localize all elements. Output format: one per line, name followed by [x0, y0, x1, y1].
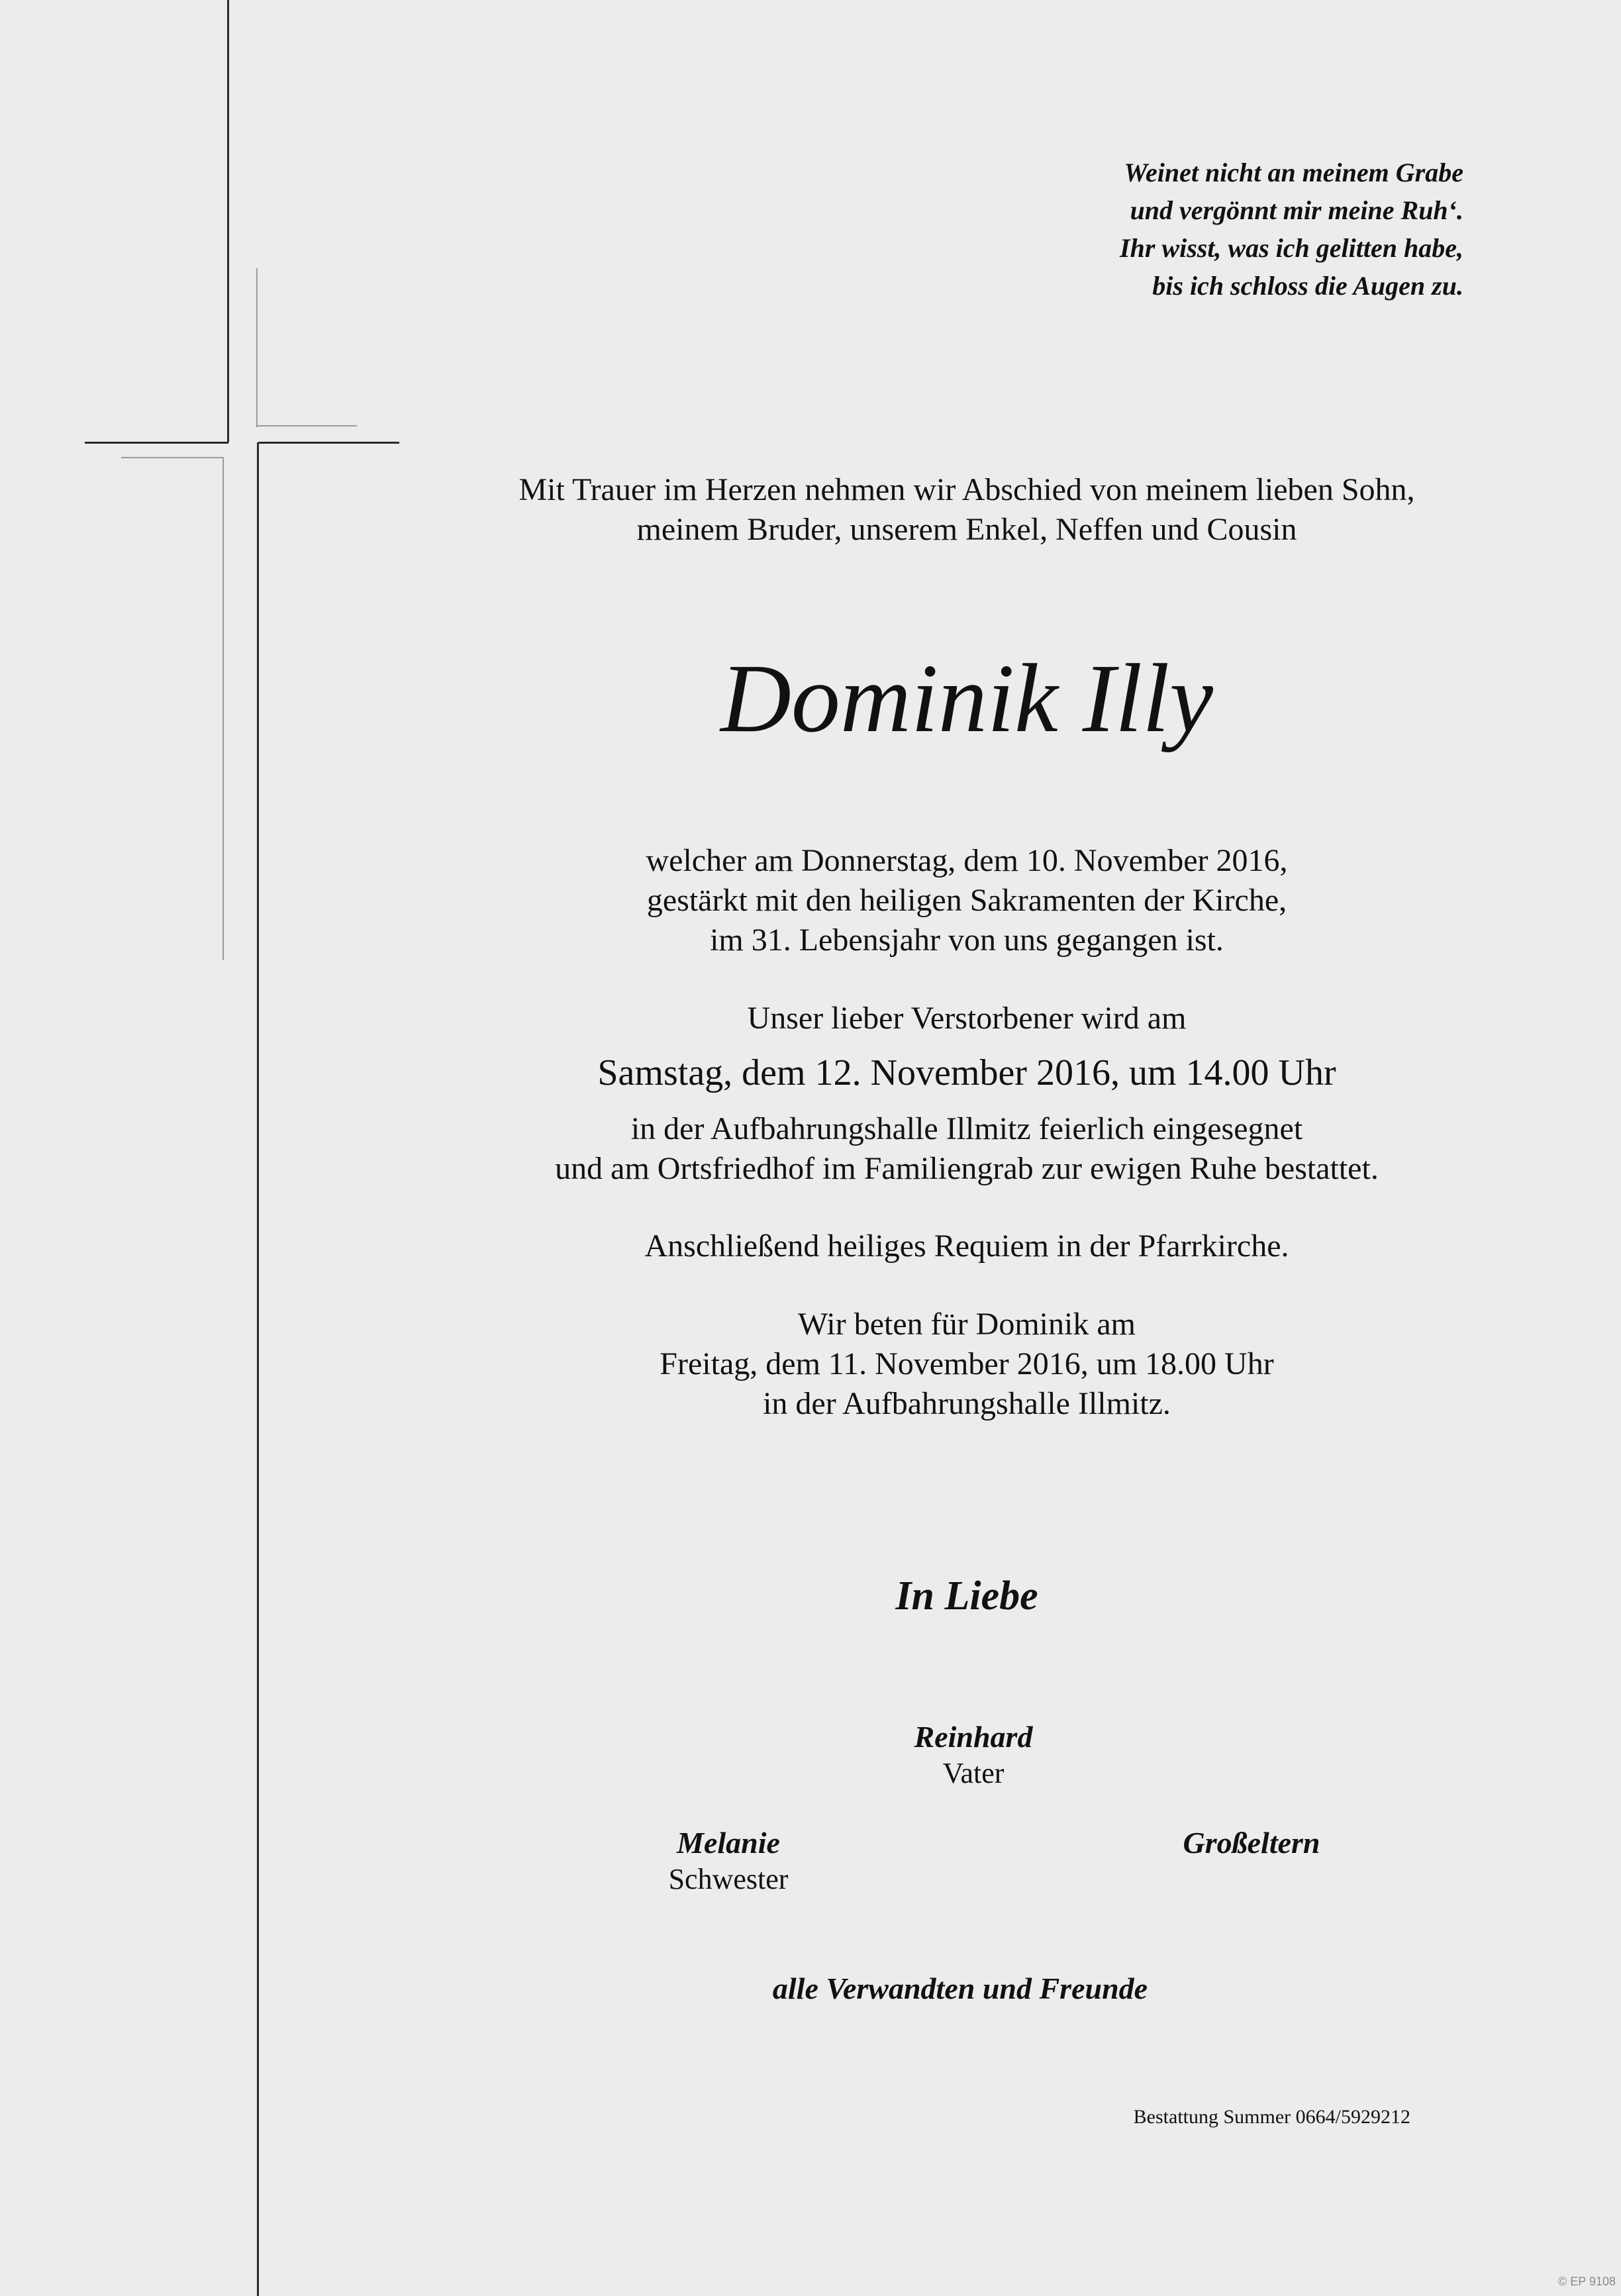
funeral-date: Samstag, dem 12. November 2016, um 14.00 Uhr — [597, 1052, 1336, 1093]
copyright: © EP 9108 — [1558, 2275, 1616, 2288]
death-info-line: gestärkt mit den heiligen Sakramenten der Kirche, — [646, 883, 1287, 918]
cross-vertical-gray-right — [256, 268, 258, 427]
prayer-info — [437, 1305, 1497, 1424]
funeral-info — [437, 999, 1497, 1038]
requiem — [437, 1226, 1497, 1266]
funeral-line: in der Aufbahrungshalle Illmitz feierlich eingesegnet — [630, 1111, 1303, 1146]
poem — [861, 154, 1463, 305]
funeral-date-block — [437, 1050, 1497, 1096]
others: alle Verwandten und Freunde — [772, 1972, 1148, 2005]
poem-line: Ihr wisst, was ich gelitten habe, — [1120, 233, 1463, 263]
mourner-relation: Vater — [942, 1757, 1005, 1789]
deceased-name: Dominik Illy — [720, 644, 1213, 753]
mourner-name: Großeltern — [1183, 1826, 1320, 1860]
cross-vertical-gray-left — [222, 457, 224, 960]
funeral-line: und am Ortsfriedhof im Familiengrab zur ewigen Ruhe bestattet. — [555, 1151, 1379, 1186]
others-block — [430, 1969, 1490, 2009]
cross-vertical-dark-right — [257, 442, 259, 2296]
in-love-block — [437, 1570, 1497, 1622]
death-info-line: welcher am Donnerstag, dem 10. November 2016, — [646, 843, 1288, 878]
funeral-place — [437, 1109, 1497, 1189]
poem-line: Weinet nicht an meinem Grabe — [1124, 158, 1463, 187]
mourner-relation: Schwester — [668, 1863, 789, 1895]
cross-horizontal-gray-right — [256, 425, 357, 426]
prayer-line: in der Aufbahrungshalle Illmitz. — [763, 1386, 1171, 1421]
funeral-intro: Unser lieber Verstorbener wird am — [747, 1001, 1187, 1036]
mourner-sister — [596, 1824, 861, 1897]
prayer-line: Wir beten für Dominik am — [798, 1307, 1136, 1342]
death-info — [437, 841, 1497, 960]
cross-horizontal-dark-right — [258, 442, 399, 444]
requiem-text: Anschließend heiliges Requiem in der Pfarrkirche. — [644, 1228, 1289, 1264]
prayer-line: Freitag, dem 11. November 2016, um 18.00 Uhr — [660, 1346, 1274, 1381]
death-info-line: im 31. Lebensjahr von uns gegangen ist. — [710, 923, 1224, 958]
intro-line: Mit Trauer im Herzen nehmen wir Abschied von meinem lieben Sohn, — [518, 472, 1415, 507]
cross-horizontal-gray-left — [121, 457, 224, 458]
cross-horizontal-dark-left — [85, 442, 228, 444]
poem-line: und vergönnt mir meine Ruh‘. — [1130, 195, 1463, 225]
intro-text — [437, 470, 1497, 550]
mourner-father — [841, 1719, 1106, 1791]
funeral-home: Bestattung Summer 0664/5929212 — [1133, 2106, 1410, 2128]
in-love: In Liebe — [895, 1573, 1038, 1619]
mourner-grandparents — [1119, 1824, 1384, 1862]
cross-vertical-dark-left — [227, 0, 229, 442]
mourner-name: Melanie — [677, 1826, 780, 1860]
mourner-name: Reinhard — [914, 1720, 1033, 1754]
poem-line: bis ich schloss die Augen zu. — [1152, 271, 1463, 301]
intro-line: meinem Bruder, unserem Enkel, Neffen und Cousin — [636, 512, 1297, 547]
deceased-name-block — [437, 642, 1497, 755]
